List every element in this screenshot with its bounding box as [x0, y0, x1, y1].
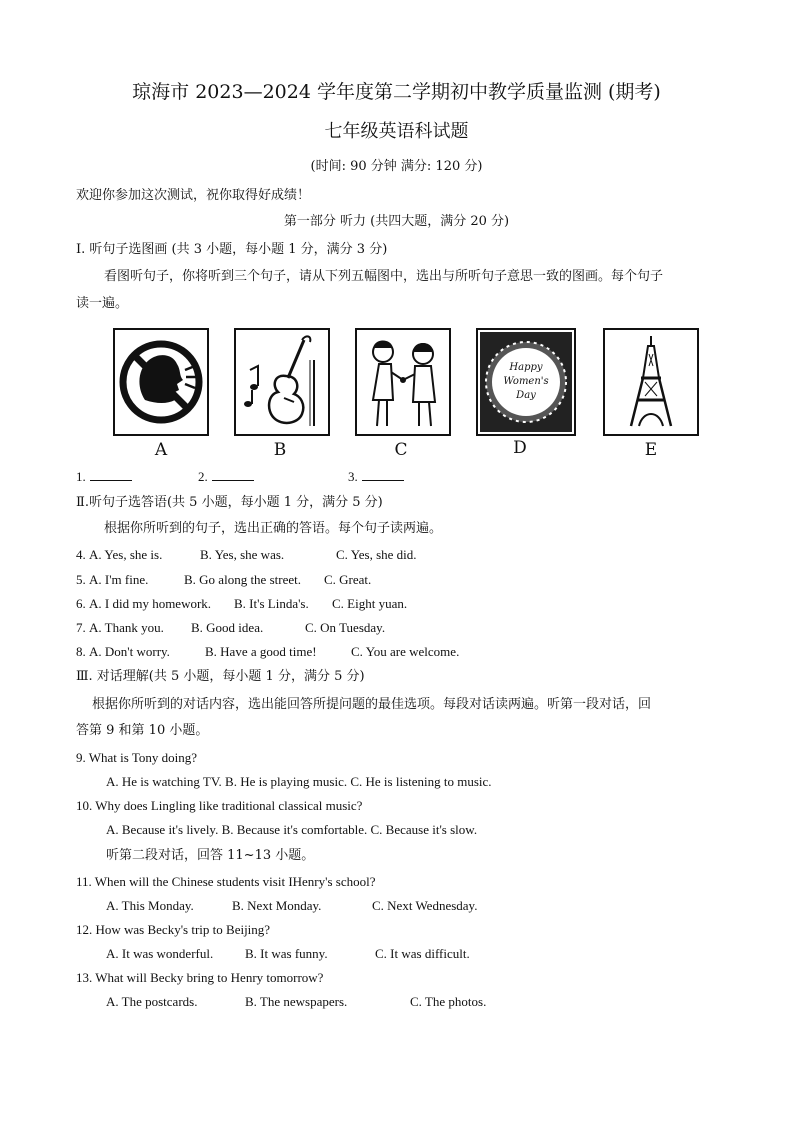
picture-b-label: B [273, 440, 287, 460]
question-12-option-a: A. It was wonderful. [106, 946, 214, 961]
question-8-option-a: A. Don't worry. [89, 644, 170, 659]
question-8-option-b: B. Have a good time! [205, 644, 317, 659]
card-text-line3: Day [516, 390, 536, 401]
answer-blank-1[interactable]: 1. [76, 468, 132, 486]
section1-instruction: 看图听句子，你将听到三个句子，请从下列五幅图中，选出与所听句子意思一致的图画。每个句子 [104, 269, 664, 284]
question-10-options: A. Because it's lively. B. Because it's comfortable. C. Because it's slow. [106, 822, 478, 837]
violin-icon [236, 330, 328, 434]
picture-e [603, 328, 699, 436]
question-9-options: A. He is watching TV. B. He is playing music. C. He is listening to music. [106, 774, 492, 789]
card-text-line1: Happy [509, 362, 543, 373]
question-11-option-b: B. Next Monday. [232, 898, 322, 913]
section3-instruction-cont: 答第 9 和第 10 小题。 [76, 723, 209, 738]
question-6-number: 6. [76, 596, 86, 611]
no-talking-icon [115, 330, 207, 434]
picture-b [234, 328, 330, 436]
question-6-option-b: B. It's Linda's. [234, 596, 309, 611]
question-7-number: 7. [76, 620, 86, 635]
womens-day-card-icon [478, 330, 574, 434]
dialog-2-instruction: 听第二段对话，回答 11~13 小题。 [106, 848, 315, 863]
question-12: 12. How was Becky's trip to Beijing? [76, 922, 271, 937]
question-13-option-a: A. The postcards. [106, 994, 198, 1009]
question-6-option-a: A. I did my homework. [89, 596, 212, 611]
question-13-option-b: B. The newspapers. [245, 994, 348, 1009]
exam-subtitle: 七年级英语科试题 [324, 121, 469, 142]
question-6-option-c: C. Eight yuan. [332, 596, 408, 611]
question-12-option-c: C. It was difficult. [375, 946, 470, 961]
answer-blank-2[interactable]: 2. [198, 468, 254, 486]
question-8-option-c: C. You are welcome. [351, 644, 460, 659]
picture-e-label: E [644, 440, 658, 460]
section1-heading: Ⅰ. 听句子选图画 (共 3 小题，每小题 1 分，满分 3 分) [76, 242, 388, 257]
question-5-number: 5. [76, 572, 86, 587]
picture-d [476, 328, 576, 436]
question-5-option-b: B. Go along the street. [184, 572, 301, 587]
card-text-line2: Women's [503, 376, 549, 387]
question-8-number: 8. [76, 644, 86, 659]
question-4-option-b: B. Yes, she was. [200, 547, 285, 562]
question-13-option-c: C. The photos. [410, 994, 487, 1009]
picture-c [355, 328, 451, 436]
picture-d-label: D [513, 438, 527, 458]
handshake-icon [357, 330, 449, 434]
section3-heading: Ⅲ. 对话理解(共 5 小题，每小题 1 分，满分 5 分) [76, 669, 365, 684]
question-4-option-c: C. Yes, she did. [336, 547, 417, 562]
question-4-option-a: A. Yes, she is. [89, 547, 163, 562]
eiffel-tower-icon [605, 330, 697, 434]
picture-a-label: A [154, 440, 168, 460]
section3-instruction: 根据你所听到的对话内容，选出能回答所提问题的最佳选项。每段对话读两遍。听第一段对话，回 [92, 697, 652, 712]
question-5-option-c: C. Great. [324, 572, 372, 587]
section1-instruction-cont: 读一遍。 [76, 296, 129, 311]
exam-meta: (时间: 90 分钟 满分: 120 分) [310, 159, 483, 174]
welcome-text: 欢迎你参加这次测试，祝你取得好成绩！ [76, 188, 311, 203]
question-13: 13. What will Becky bring to Henry tomorrow? [76, 970, 324, 985]
question-5-option-a: A. I'm fine. [89, 572, 149, 587]
exam-title: 琼海市 2023—2024 学年度第二学期初中教学质量监测 (期考) [132, 81, 661, 103]
picture-c-label: C [394, 440, 408, 460]
question-7-option-a: A. Thank you. [89, 620, 164, 635]
part1-title: 第一部分 听力 (共四大题，满分 20 分) [283, 214, 510, 229]
section2-instruction: 根据你所听到的句子，选出正确的答语。每个句子读两遍。 [104, 521, 443, 536]
question-11: 11. When will the Chinese students visit IHenry's school? [76, 874, 376, 889]
answer-blank-3[interactable]: 3. [348, 468, 404, 486]
question-11-option-c: C. Next Wednesday. [372, 898, 478, 913]
question-10: 10. Why does Lingling like traditional classical music? [76, 798, 363, 813]
question-7-option-b: B. Good idea. [191, 620, 264, 635]
section2-heading: Ⅱ.听句子选答语(共 5 小题，每小题 1 分，满分 5 分) [76, 495, 383, 510]
question-11-option-a: A. This Monday. [106, 898, 194, 913]
picture-a [113, 328, 209, 436]
question-4-number: 4. [76, 547, 86, 562]
question-12-option-b: B. It was funny. [245, 946, 328, 961]
question-7-option-c: C. On Tuesday. [305, 620, 386, 635]
question-9: 9. What is Tony doing? [76, 750, 198, 765]
